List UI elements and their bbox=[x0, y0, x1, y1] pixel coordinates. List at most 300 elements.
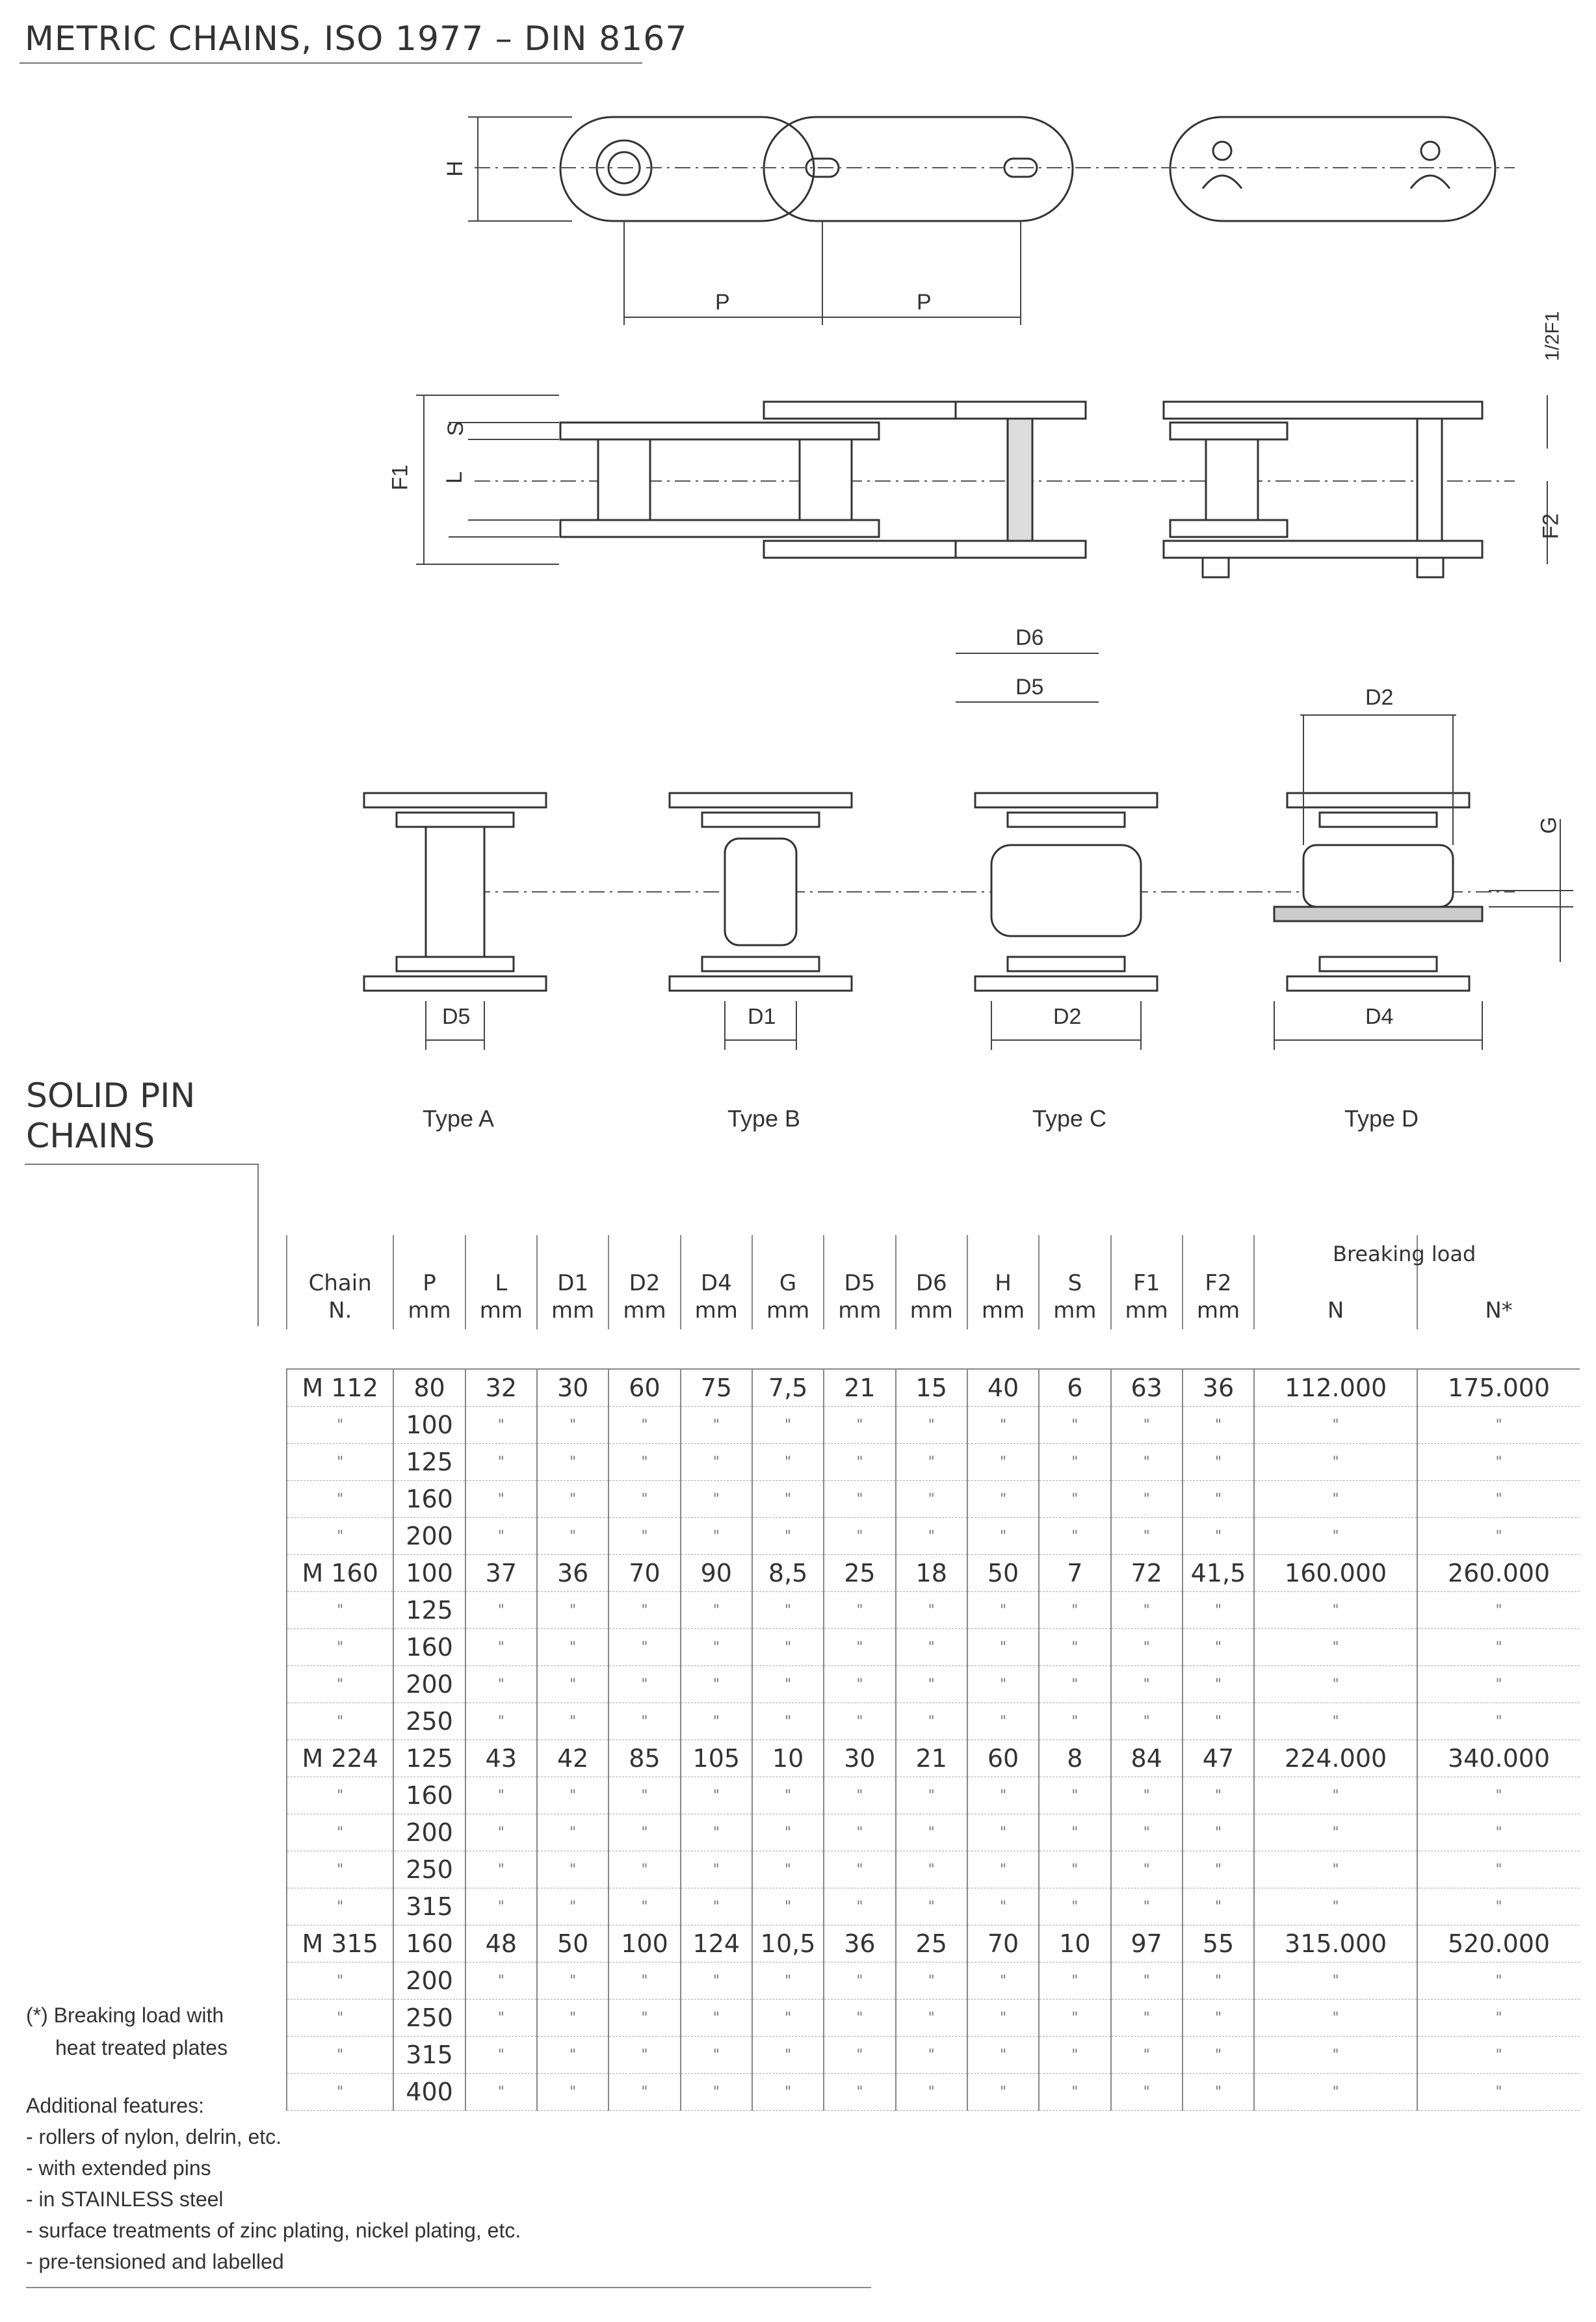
value-cell: " bbox=[824, 1963, 895, 2000]
value-cell: 32 bbox=[465, 1369, 537, 1407]
chain-cell: " bbox=[287, 1814, 393, 1851]
value-cell: " bbox=[1111, 1666, 1183, 1703]
chain-cell: " bbox=[287, 1518, 393, 1555]
value-cell: " bbox=[1039, 2074, 1110, 2111]
bottom-divider bbox=[26, 2287, 871, 2288]
value-cell: " bbox=[752, 1444, 824, 1481]
column-name: H bbox=[995, 1270, 1012, 1296]
value-cell: " bbox=[1417, 1629, 1580, 1666]
value-cell: " bbox=[896, 2037, 967, 2074]
value-cell: " bbox=[824, 2037, 895, 2074]
value-cell: 18 bbox=[896, 1555, 967, 1592]
value-cell: " bbox=[896, 1777, 967, 1814]
value-cell: " bbox=[824, 2000, 895, 2037]
value-cell: " bbox=[896, 1666, 967, 1703]
chain-technical-drawing bbox=[0, 0, 1596, 1066]
value-cell: " bbox=[465, 1444, 537, 1481]
table-row bbox=[287, 1666, 1580, 1703]
value-cell: " bbox=[752, 1518, 824, 1555]
spacer-cell bbox=[287, 1329, 393, 1369]
value-cell: 60 bbox=[608, 1369, 680, 1407]
column-unit: N bbox=[1327, 1298, 1344, 1324]
column-name: S bbox=[1067, 1270, 1082, 1296]
value-cell: 160 bbox=[393, 1777, 465, 1814]
value-cell: " bbox=[896, 1888, 967, 1925]
value-cell: " bbox=[1417, 1777, 1580, 1814]
dim-label-g: G bbox=[1536, 816, 1562, 834]
value-cell: " bbox=[967, 1444, 1039, 1481]
value-cell: 15 bbox=[896, 1369, 967, 1407]
section-title-line1: SOLID PIN bbox=[26, 1076, 196, 1115]
table-row bbox=[287, 1555, 1580, 1592]
chain-cell: " bbox=[287, 1444, 393, 1481]
column-unit: mm bbox=[408, 1298, 451, 1324]
value-cell: " bbox=[537, 1851, 608, 1888]
column-unit: mm bbox=[551, 1298, 595, 1324]
value-cell: 8 bbox=[1039, 1740, 1110, 1777]
value-cell: 25 bbox=[896, 1925, 967, 1963]
value-cell: 160 bbox=[393, 1629, 465, 1666]
value-cell: " bbox=[1039, 1888, 1110, 1925]
value-cell: " bbox=[608, 1481, 680, 1518]
value-cell: 55 bbox=[1183, 1925, 1254, 1963]
column-header bbox=[1111, 1235, 1183, 1329]
value-cell: " bbox=[967, 1407, 1039, 1444]
table-row bbox=[287, 1740, 1580, 1777]
value-cell: " bbox=[1254, 1703, 1417, 1740]
value-cell: " bbox=[1417, 1518, 1580, 1555]
value-cell: " bbox=[681, 2037, 752, 2074]
value-cell: 315.000 bbox=[1254, 1925, 1417, 1963]
value-cell: " bbox=[608, 1407, 680, 1444]
column-name: D2 bbox=[629, 1270, 661, 1296]
value-cell: " bbox=[1254, 1518, 1417, 1555]
column-name: G bbox=[779, 1270, 797, 1296]
value-cell: " bbox=[681, 1777, 752, 1814]
value-cell: " bbox=[1183, 1814, 1254, 1851]
column-header bbox=[1039, 1235, 1110, 1329]
table-row bbox=[287, 1814, 1580, 1851]
value-cell: " bbox=[896, 2000, 967, 2037]
value-cell: 36 bbox=[537, 1555, 608, 1592]
value-cell: " bbox=[1183, 1592, 1254, 1629]
value-cell: 47 bbox=[1183, 1740, 1254, 1777]
value-cell: " bbox=[1254, 2037, 1417, 2074]
value-cell: " bbox=[681, 1481, 752, 1518]
value-cell: " bbox=[1254, 1814, 1417, 1851]
footnote-line2: heat treated plates bbox=[55, 2036, 228, 2059]
value-cell: " bbox=[465, 1777, 537, 1814]
value-cell: " bbox=[1254, 1481, 1417, 1518]
value-cell: " bbox=[1039, 1629, 1110, 1666]
value-cell: " bbox=[752, 1407, 824, 1444]
value-cell: " bbox=[752, 1666, 824, 1703]
value-cell: " bbox=[896, 2074, 967, 2111]
value-cell: " bbox=[537, 2000, 608, 2037]
value-cell: " bbox=[1183, 1963, 1254, 2000]
table-row bbox=[287, 1407, 1580, 1444]
value-cell: 97 bbox=[1111, 1925, 1183, 1963]
column-header bbox=[608, 1235, 680, 1329]
value-cell: 250 bbox=[393, 2000, 465, 2037]
value-cell: " bbox=[1417, 1888, 1580, 1925]
value-cell: " bbox=[681, 1407, 752, 1444]
value-cell: 43 bbox=[465, 1740, 537, 1777]
value-cell: 250 bbox=[393, 1851, 465, 1888]
chain-cell: " bbox=[287, 1481, 393, 1518]
value-cell: " bbox=[896, 1963, 967, 2000]
value-cell: " bbox=[752, 2037, 824, 2074]
value-cell: " bbox=[824, 1518, 895, 1555]
value-cell: " bbox=[1039, 1444, 1110, 1481]
value-cell: " bbox=[752, 2000, 824, 2037]
value-cell: 315 bbox=[393, 2037, 465, 2074]
value-cell: " bbox=[608, 1592, 680, 1629]
value-cell: 21 bbox=[896, 1740, 967, 1777]
spacer-cell bbox=[896, 1329, 967, 1369]
value-cell: " bbox=[967, 2037, 1039, 2074]
type-b-dim: D1 bbox=[748, 1004, 776, 1029]
value-cell: 75 bbox=[681, 1369, 752, 1407]
value-cell: " bbox=[752, 2074, 824, 2111]
side-plate-3 bbox=[1170, 117, 1495, 221]
value-cell: " bbox=[537, 1814, 608, 1851]
value-cell: " bbox=[1417, 1963, 1580, 2000]
value-cell: " bbox=[752, 1703, 824, 1740]
value-cell: " bbox=[752, 1481, 824, 1518]
value-cell: " bbox=[752, 1777, 824, 1814]
table-row bbox=[287, 1629, 1580, 1666]
value-cell: " bbox=[1111, 1851, 1183, 1888]
table-row bbox=[287, 1518, 1580, 1555]
value-cell: " bbox=[1111, 1703, 1183, 1740]
value-cell: " bbox=[465, 1518, 537, 1555]
type-c-dim: D2 bbox=[1053, 1004, 1082, 1029]
value-cell: " bbox=[1254, 1888, 1417, 1925]
table-row bbox=[287, 1369, 1580, 1407]
value-cell: " bbox=[537, 1703, 608, 1740]
chain-cell: " bbox=[287, 1888, 393, 1925]
features-item: - rollers of nylon, delrin, etc. bbox=[26, 2125, 282, 2148]
column-header bbox=[824, 1235, 895, 1329]
value-cell: 25 bbox=[824, 1555, 895, 1592]
column-unit: mm bbox=[981, 1298, 1025, 1324]
column-header bbox=[537, 1235, 608, 1329]
dim-label-s: S bbox=[443, 421, 468, 436]
value-cell: " bbox=[1417, 2000, 1580, 2037]
value-cell: " bbox=[681, 2000, 752, 2037]
column-header bbox=[1183, 1235, 1254, 1329]
value-cell: 70 bbox=[608, 1555, 680, 1592]
value-cell: " bbox=[465, 1963, 537, 2000]
value-cell: 84 bbox=[1111, 1740, 1183, 1777]
features-item: - with extended pins bbox=[26, 2156, 211, 2180]
value-cell: " bbox=[465, 1666, 537, 1703]
value-cell: " bbox=[1111, 1518, 1183, 1555]
value-cell: " bbox=[967, 2074, 1039, 2111]
value-cell: " bbox=[752, 1888, 824, 1925]
value-cell: " bbox=[1254, 1851, 1417, 1888]
value-cell: " bbox=[967, 1963, 1039, 2000]
type-a-dim: D5 bbox=[442, 1004, 471, 1029]
value-cell: " bbox=[1183, 1518, 1254, 1555]
value-cell: " bbox=[537, 1444, 608, 1481]
value-cell: " bbox=[752, 1963, 824, 2000]
value-cell: 42 bbox=[537, 1740, 608, 1777]
value-cell: " bbox=[608, 1518, 680, 1555]
value-cell: " bbox=[1111, 1963, 1183, 2000]
value-cell: " bbox=[967, 1666, 1039, 1703]
value-cell: " bbox=[681, 1444, 752, 1481]
value-cell: " bbox=[537, 1407, 608, 1444]
column-name: F1 bbox=[1133, 1270, 1160, 1296]
chain-cell: M 160 bbox=[287, 1555, 393, 1592]
side-plate-2 bbox=[764, 117, 1073, 221]
value-cell: " bbox=[681, 1814, 752, 1851]
column-name: Chain bbox=[308, 1270, 372, 1296]
value-cell: " bbox=[896, 1481, 967, 1518]
side-plate-1 bbox=[560, 117, 814, 221]
chain-cell: M 224 bbox=[287, 1740, 393, 1777]
value-cell: " bbox=[1183, 2037, 1254, 2074]
dim-label-f2: F2 bbox=[1538, 513, 1563, 540]
value-cell: " bbox=[1039, 2037, 1110, 2074]
chain-cell: " bbox=[287, 1851, 393, 1888]
value-cell: 100 bbox=[393, 1407, 465, 1444]
spacer-cell bbox=[393, 1329, 465, 1369]
column-unit: mm bbox=[766, 1298, 810, 1324]
value-cell: " bbox=[967, 1518, 1039, 1555]
column-header bbox=[896, 1235, 967, 1329]
dim-label-h: H bbox=[442, 161, 467, 177]
value-cell: " bbox=[1183, 1481, 1254, 1518]
column-unit: mm bbox=[909, 1298, 953, 1324]
value-cell: 80 bbox=[393, 1369, 465, 1407]
value-cell: " bbox=[537, 1666, 608, 1703]
type-c-label: Type C bbox=[1032, 1105, 1107, 1132]
value-cell: " bbox=[1111, 1629, 1183, 1666]
value-cell: " bbox=[896, 1407, 967, 1444]
table-row bbox=[287, 1963, 1580, 2000]
value-cell: 100 bbox=[608, 1925, 680, 1963]
table-header-row bbox=[287, 1235, 1580, 1329]
value-cell: " bbox=[752, 1814, 824, 1851]
spacer-cell bbox=[1111, 1329, 1183, 1369]
value-cell: " bbox=[1039, 1592, 1110, 1629]
value-cell: " bbox=[465, 1888, 537, 1925]
value-cell: " bbox=[1417, 1814, 1580, 1851]
value-cell: 21 bbox=[824, 1369, 895, 1407]
spacer-cell bbox=[1039, 1329, 1110, 1369]
value-cell: " bbox=[537, 1777, 608, 1814]
value-cell: " bbox=[1254, 1592, 1417, 1629]
table-row bbox=[287, 1481, 1580, 1518]
value-cell: " bbox=[1254, 1444, 1417, 1481]
value-cell: 105 bbox=[681, 1740, 752, 1777]
value-cell: 10 bbox=[752, 1740, 824, 1777]
value-cell: " bbox=[824, 1666, 895, 1703]
value-cell: 7 bbox=[1039, 1555, 1110, 1592]
value-cell: 400 bbox=[393, 2074, 465, 2111]
chain-spec-table bbox=[286, 1235, 1580, 2111]
value-cell: " bbox=[1039, 1963, 1110, 2000]
value-cell: " bbox=[681, 1666, 752, 1703]
value-cell: " bbox=[465, 1481, 537, 1518]
chain-cell: " bbox=[287, 1407, 393, 1444]
footnote-line1: (*) Breaking load with bbox=[26, 2003, 224, 2027]
column-unit: mm bbox=[1053, 1298, 1097, 1324]
value-cell: " bbox=[1183, 1777, 1254, 1814]
value-cell: " bbox=[537, 2074, 608, 2111]
column-header bbox=[752, 1235, 824, 1329]
column-name: D5 bbox=[844, 1270, 876, 1296]
value-cell: " bbox=[1417, 2037, 1580, 2074]
value-cell: " bbox=[1111, 1814, 1183, 1851]
value-cell: " bbox=[1111, 2074, 1183, 2111]
section-title bbox=[26, 1076, 195, 1156]
value-cell: " bbox=[608, 1888, 680, 1925]
value-cell: 10,5 bbox=[752, 1925, 824, 1963]
value-cell: 37 bbox=[465, 1555, 537, 1592]
table-row bbox=[287, 1777, 1580, 1814]
value-cell: " bbox=[967, 1592, 1039, 1629]
dim-label-d5: D5 bbox=[1015, 675, 1044, 699]
value-cell: 36 bbox=[1183, 1369, 1254, 1407]
column-header bbox=[681, 1235, 752, 1329]
value-cell: 10 bbox=[1039, 1925, 1110, 1963]
value-cell: " bbox=[1111, 1481, 1183, 1518]
value-cell: 250 bbox=[393, 1703, 465, 1740]
chain-cell: " bbox=[287, 1777, 393, 1814]
value-cell: 124 bbox=[681, 1925, 752, 1963]
value-cell: " bbox=[465, 1629, 537, 1666]
value-cell: " bbox=[752, 1629, 824, 1666]
value-cell: " bbox=[896, 1444, 967, 1481]
value-cell: 125 bbox=[393, 1444, 465, 1481]
value-cell: " bbox=[752, 1851, 824, 1888]
value-cell: " bbox=[1254, 1666, 1417, 1703]
value-cell: " bbox=[608, 1851, 680, 1888]
value-cell: " bbox=[1254, 1777, 1417, 1814]
spacer-cell bbox=[681, 1329, 752, 1369]
column-unit: mm bbox=[1196, 1298, 1240, 1324]
column-header bbox=[1254, 1235, 1476, 1329]
column-unit: mm bbox=[838, 1298, 882, 1324]
value-cell: " bbox=[896, 1814, 967, 1851]
value-cell: " bbox=[1111, 1444, 1183, 1481]
column-name: D4 bbox=[700, 1270, 732, 1296]
value-cell: " bbox=[1417, 1444, 1580, 1481]
chain-cell: " bbox=[287, 2074, 393, 2111]
chain-cell: " bbox=[287, 1703, 393, 1740]
value-cell: " bbox=[1254, 1963, 1417, 2000]
value-cell: " bbox=[465, 2037, 537, 2074]
value-cell: " bbox=[537, 1963, 608, 2000]
dim-label-d2-top: D2 bbox=[1365, 685, 1394, 710]
value-cell: 70 bbox=[967, 1925, 1039, 1963]
value-cell: " bbox=[608, 2037, 680, 2074]
type-d-dim: D4 bbox=[1365, 1004, 1394, 1029]
value-cell: " bbox=[824, 2074, 895, 2111]
value-cell: " bbox=[967, 1814, 1039, 1851]
value-cell: 50 bbox=[537, 1925, 608, 1963]
value-cell: 200 bbox=[393, 1666, 465, 1703]
value-cell: 200 bbox=[393, 1518, 465, 1555]
spacer-cell bbox=[1183, 1329, 1254, 1369]
breaking-load-label: Breaking load bbox=[1333, 1242, 1476, 1266]
value-cell: 60 bbox=[967, 1740, 1039, 1777]
features-title: Additional features: bbox=[26, 2094, 204, 2117]
value-cell: " bbox=[608, 2074, 680, 2111]
value-cell: " bbox=[1254, 1407, 1417, 1444]
value-cell: " bbox=[824, 1814, 895, 1851]
value-cell: " bbox=[608, 1666, 680, 1703]
dim-label-d6: D6 bbox=[1015, 625, 1044, 650]
spacer-cell bbox=[752, 1329, 824, 1369]
spacer-cell bbox=[608, 1329, 680, 1369]
value-cell: 72 bbox=[1111, 1555, 1183, 1592]
value-cell: " bbox=[465, 1851, 537, 1888]
value-cell: " bbox=[537, 2037, 608, 2074]
value-cell: " bbox=[1111, 2037, 1183, 2074]
value-cell: " bbox=[967, 2000, 1039, 2037]
chain-cell: " bbox=[287, 2037, 393, 2074]
value-cell: " bbox=[1039, 1814, 1110, 1851]
value-cell: " bbox=[1183, 1407, 1254, 1444]
value-cell: 90 bbox=[681, 1555, 752, 1592]
value-cell: " bbox=[681, 1629, 752, 1666]
value-cell: " bbox=[824, 1592, 895, 1629]
column-name: D6 bbox=[915, 1270, 947, 1296]
value-cell: 224.000 bbox=[1254, 1740, 1417, 1777]
value-cell: " bbox=[465, 2074, 537, 2111]
value-cell: " bbox=[1254, 2000, 1417, 2037]
value-cell: " bbox=[681, 1703, 752, 1740]
value-cell: " bbox=[537, 1888, 608, 1925]
table-row bbox=[287, 1592, 1580, 1629]
value-cell: " bbox=[1183, 1851, 1254, 1888]
value-cell: " bbox=[608, 1963, 680, 2000]
dim-label-f1: F1 bbox=[387, 464, 413, 491]
value-cell: " bbox=[465, 1703, 537, 1740]
value-cell: " bbox=[1183, 1888, 1254, 1925]
value-cell: " bbox=[1111, 1592, 1183, 1629]
table-spacer-row bbox=[287, 1329, 1580, 1369]
type-d-label: Type D bbox=[1344, 1105, 1419, 1132]
value-cell: 112.000 bbox=[1254, 1369, 1417, 1407]
spacer-cell bbox=[824, 1329, 895, 1369]
value-cell: " bbox=[1417, 2074, 1580, 2111]
value-cell: " bbox=[824, 1444, 895, 1481]
value-cell: " bbox=[537, 1629, 608, 1666]
value-cell: " bbox=[608, 1777, 680, 1814]
value-cell: " bbox=[681, 2074, 752, 2111]
value-cell: " bbox=[608, 1444, 680, 1481]
value-cell: " bbox=[608, 1629, 680, 1666]
value-cell: " bbox=[1183, 1666, 1254, 1703]
value-cell: " bbox=[1254, 2074, 1417, 2111]
value-cell: " bbox=[967, 1888, 1039, 1925]
column-header bbox=[967, 1235, 1039, 1329]
column-name: P bbox=[423, 1270, 436, 1296]
value-cell: " bbox=[824, 1407, 895, 1444]
table-row bbox=[287, 1888, 1580, 1925]
value-cell: 125 bbox=[393, 1592, 465, 1629]
value-cell: " bbox=[608, 2000, 680, 2037]
value-cell: 175.000 bbox=[1417, 1369, 1580, 1407]
value-cell: " bbox=[1111, 2000, 1183, 2037]
section-divider-vertical bbox=[257, 1164, 259, 1326]
